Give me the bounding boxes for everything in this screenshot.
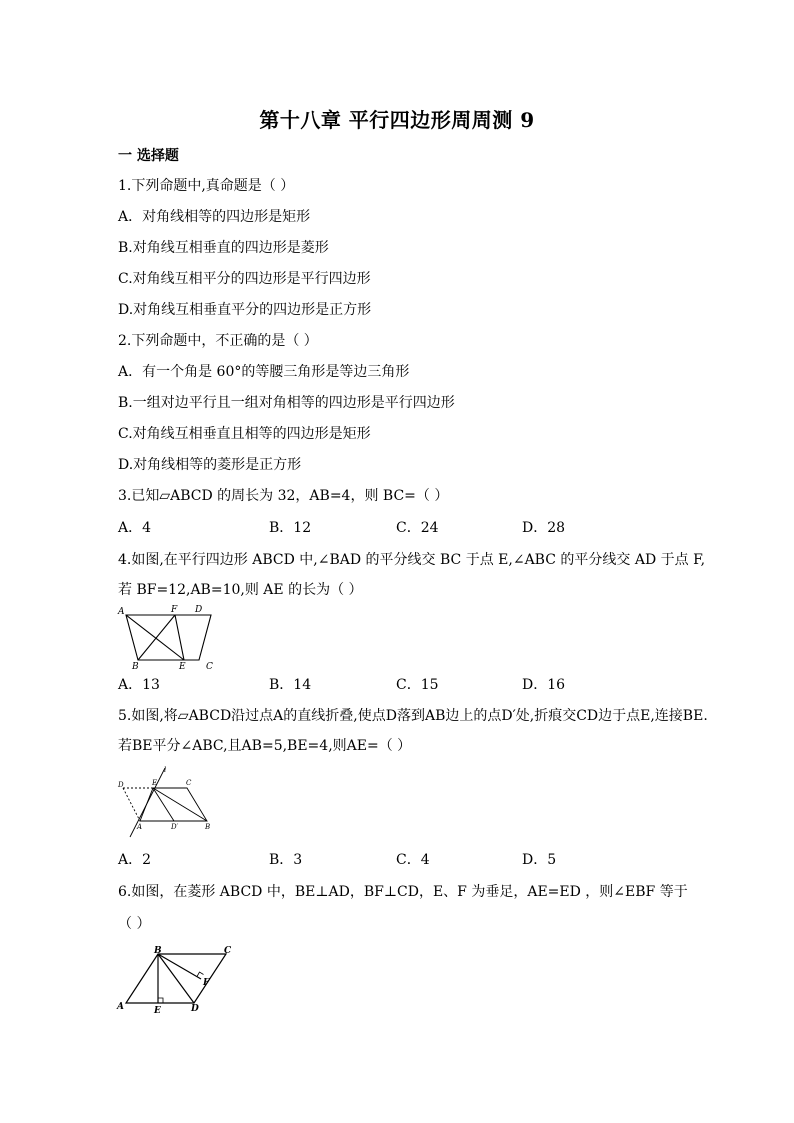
q3-option-c: C．24 <box>396 520 439 536</box>
q6-line-bd <box>158 954 194 1003</box>
q4-figure <box>115 603 225 671</box>
q1-option-d: D.对角线互相垂直平分的四边形是正方形 <box>118 302 372 318</box>
q4-option-b: B．14 <box>269 677 312 693</box>
q6-right-angle-e <box>158 998 163 1003</box>
q6-label-e: E <box>154 1006 161 1016</box>
q5-label-dprime: D′ <box>171 823 179 831</box>
q2-option-a: A．有一个角是 60°的等腰三角形是等边三角形 <box>118 364 410 380</box>
q3-stem: 3.已知▱ABCD 的周长为 32，AB=4，则 BC=（ ） <box>118 488 449 504</box>
q2-option-d: D.对角线相等的菱形是正方形 <box>118 457 302 473</box>
q4-stem-line1: 4.如图,在平行四边形 ABCD 中,∠BAD 的平分线交 BC 于点 E,∠ABC 的平分线交 AD 于点 F, <box>118 552 706 568</box>
page-title: 第十八章 平行四边形周周测 9 <box>259 108 535 132</box>
q5-figure <box>115 763 215 841</box>
q5-option-b: B．3 <box>269 852 303 868</box>
q4-label-e: E <box>179 662 186 671</box>
q4-label-c: C <box>206 662 213 671</box>
q3-option-a: A．4 <box>118 520 152 536</box>
q2-stem: 2.下列命题中，不正确的是（ ） <box>118 333 318 349</box>
q6-stem-line1: 6.如图，在菱形 ABCD 中，BE⊥AD，BF⊥CD，E、F 为垂足，AE=ED ，则∠EBF 等于 <box>118 884 688 900</box>
q4-label-b: B <box>132 662 139 671</box>
q5-parallelogram-abce <box>140 788 207 821</box>
q6-stem-line2: （ ） <box>118 916 151 932</box>
q6-line-bf <box>158 954 201 979</box>
q6-right-angle-f <box>197 972 204 977</box>
q4-label-f: F <box>171 605 178 615</box>
q5-option-a: A．2 <box>118 852 152 868</box>
q5-label-e: E <box>152 779 158 787</box>
q6-figure <box>112 945 237 1017</box>
q4-stem-line2: 若 BF=12,AB=10,则 AE 的长为（ ） <box>118 582 363 598</box>
q4-option-a: A．13 <box>118 677 160 693</box>
q4-option-c: C．15 <box>396 677 439 693</box>
q5-label-l: l <box>164 766 167 774</box>
q5-stem-line2: 若BE平分∠ABC,且AB=5,BE=4,则AE=（ ） <box>118 738 412 754</box>
q5-line-e-dprime <box>153 788 174 821</box>
q5-option-c: C．4 <box>396 852 430 868</box>
section-heading: 一 选择题 <box>118 148 179 164</box>
q4-line-bf <box>138 615 175 660</box>
q5-stem-line1: 5.如图,将▱ABCD沿过点A的直线折叠,使点D落到AB边上的点D′处,折痕交CD边于点E,连接BE. <box>118 708 708 724</box>
q4-line-ae <box>126 615 184 660</box>
q5-label-d: D <box>118 781 124 789</box>
q4-line-af-ec <box>175 615 184 660</box>
q1-option-a: A．对角线相等的四边形是矩形 <box>118 209 311 225</box>
q5-line-be <box>153 788 207 821</box>
q5-dashed-da <box>123 788 140 821</box>
q3-option-b: B．12 <box>269 520 312 536</box>
q1-option-c: C.对角线互相平分的四边形是平行四边形 <box>118 271 371 287</box>
q1-option-b: B.对角线互相垂直的四边形是菱形 <box>118 240 329 256</box>
q6-label-a: A <box>117 1002 124 1012</box>
q5-label-b: B <box>205 823 211 831</box>
q4-option-d: D．16 <box>522 677 566 693</box>
q1-stem: 1.下列命题中,真命题是（ ） <box>118 178 295 194</box>
q5-label-a: A <box>137 823 143 831</box>
q2-option-c: C.对角线互相垂直且相等的四边形是矩形 <box>118 426 371 442</box>
q6-label-c: C <box>224 946 232 956</box>
q5-label-c: C <box>186 779 192 787</box>
q4-label-a: A <box>118 607 125 617</box>
q6-label-b: B <box>154 946 162 956</box>
q6-label-d: D <box>191 1004 199 1014</box>
q4-parallelogram <box>126 615 211 660</box>
q5-option-d: D．5 <box>522 852 557 868</box>
q6-label-f: F <box>203 978 210 988</box>
q5-fold-line-l <box>130 768 165 837</box>
q3-option-d: D．28 <box>522 520 566 536</box>
q4-label-d: D <box>195 605 203 615</box>
q2-option-b: B.一组对边平行且一组对角相等的四边形是平行四边形 <box>118 395 455 411</box>
